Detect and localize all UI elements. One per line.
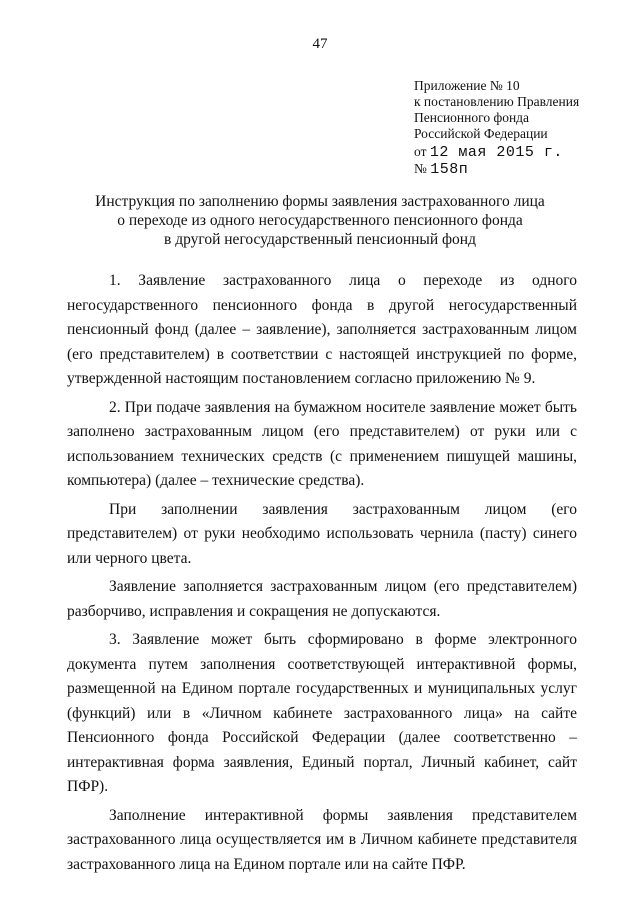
appendix-block — [414, 78, 624, 178]
page-number: 47 — [312, 36, 328, 52]
document-title — [60, 192, 580, 249]
appendix-number-value: 158п — [430, 161, 469, 178]
document-body — [67, 269, 577, 881]
appendix-number — [414, 161, 624, 178]
paragraph-5: 3. Заявление может быть сформировано в форме электронного документа путем заполнения соответствующей интерактивной формы, размещенной на Едином портале государственных и муниципальных услуг (функций) или в «Личном кабинете застрахованного лица» на сайте Пенсионного фонда Российской Федерации (далее соответственно – интерактивная форма заявления, Единый портал, Личный кабинет, сайт ПФР). — [67, 631, 577, 795]
appendix-title: Приложение № 10 — [414, 78, 520, 93]
paragraph-1: 1. Заявление застрахованного лица о переходе из одного негосударственного пенсионного фонда в другой негосударственный пенсионный фонд (далее – заявление), заполняется застрахованным лицом (его представителем) в соответствии с настоящей инструкцией по форме, утвержденной настоящим постановлением согласно приложению № 9. — [67, 272, 577, 387]
paragraph-3: При заполнении заявления застрахованным лицом (его представителем) от руки необходимо использовать чернила (пасту) синего или черного цвета. — [67, 500, 577, 567]
appendix-country-line: Российской Федерации — [414, 126, 548, 141]
appendix-number-prefix: № — [414, 161, 427, 176]
paragraph-2: 2. При подаче заявления на бумажном носителе заявление может быть заполнено застрахованным лицом (его представителем) от руки или с использованием технических средств (с применением пишущей машины, компьютера) (далее – технические средства). — [67, 398, 577, 489]
paragraph-6: Заполнение интерактивной формы заявления представителем застрахованного лица осуществляется им в Личном кабинете представителя застрахованного лица на Едином портале или на сайте ПФР. — [67, 806, 577, 873]
paragraph-4: Заявление заполняется застрахованным лицом (его представителем) разборчиво, исправления и сокращения не допускаются. — [67, 578, 577, 620]
appendix-date-value: 12 мая 2015 г. — [429, 144, 563, 161]
appendix-date-prefix: от — [414, 144, 427, 159]
appendix-resolution-line: к постановлению Правления — [414, 94, 580, 109]
title-line-2: о переходе из одного негосударственного пенсионного фонда — [117, 212, 523, 229]
appendix-fund-line: Пенсионного фонда — [414, 110, 530, 125]
title-line-3: в другой негосударственный пенсионный фонд — [164, 231, 476, 248]
title-line-1: Инструкция по заполнению формы заявления застрахованного лица — [95, 193, 545, 210]
appendix-date — [414, 144, 624, 161]
